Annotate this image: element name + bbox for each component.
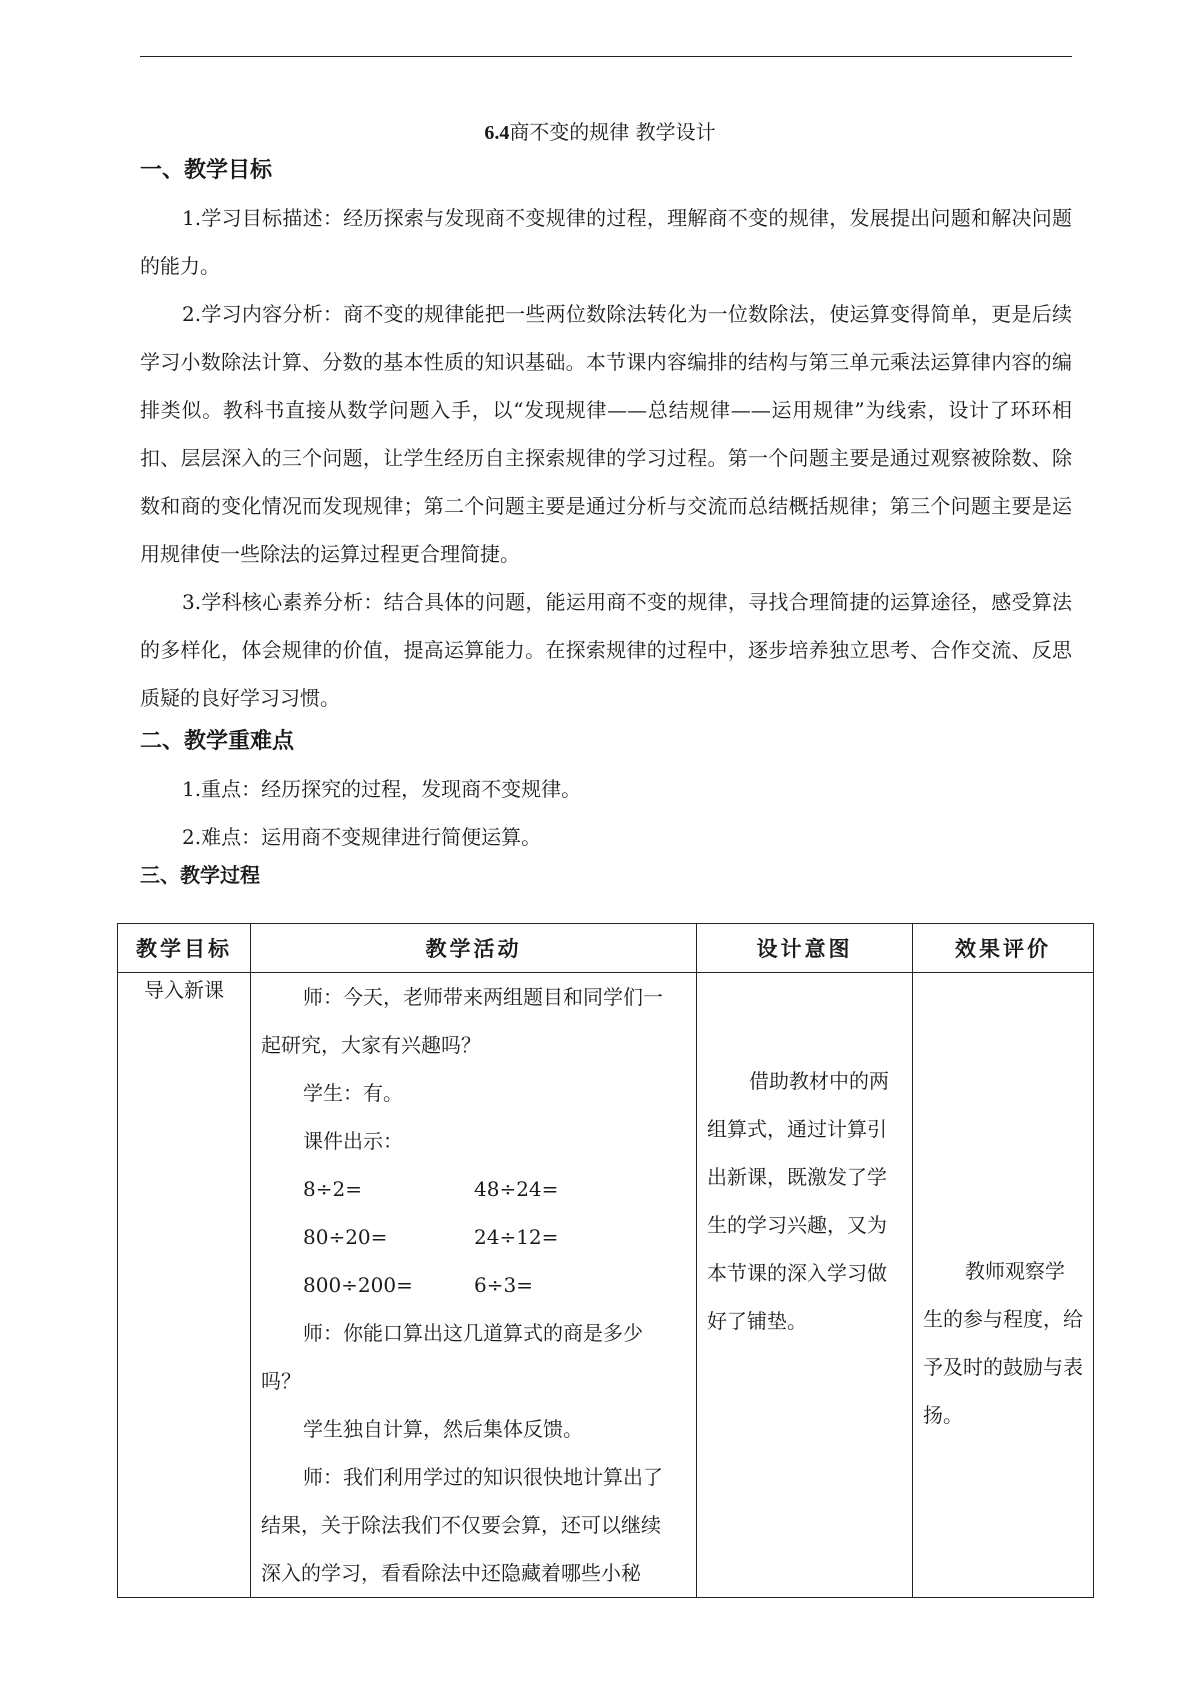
title-text: 商不变的规律 教学设计 xyxy=(509,120,716,144)
cell-evaluation xyxy=(913,973,1094,1598)
calc-expression: 8÷2= xyxy=(303,1177,362,1201)
calc-expression: 6÷3= xyxy=(474,1273,533,1297)
cell-activity xyxy=(251,973,697,1598)
activity-line: 学生独自计算，然后集体反馈。 xyxy=(303,1417,583,1441)
calc-row xyxy=(261,1261,686,1309)
activity-line: 课件出示： xyxy=(303,1129,403,1153)
keypoint-paragraph-2: 2.难点：运用商不变规律进行简便运算。 xyxy=(182,825,542,849)
header-rule xyxy=(140,56,1072,57)
teaching-process-table xyxy=(117,923,1094,1598)
activity-line: 学生：有。 xyxy=(303,1081,403,1105)
objective-paragraph-2: 2.学习内容分析：商不变的规律能把一些两位数除法转化为一位数除法，使运算变得简单，更是后续学习小数除法计算、分数的基本性质的知识基础。本节课内容编排的结构与第三单元乘法运算律内容的编排类似。教科书直接从数学问题入手，以“发现规律——总结规律——运用规律”为线索，设计了环环相扣、层层深入的三个问题，让学生经历自主探索规律的学习过程。第一个问题主要是通过观察被除数、除数和商的变化情况而发现规律；第二个问题主要是通过分析与交流而总结概括规律；第三个问题主要是运用规律使一些除法的运算过程更合理简捷。 xyxy=(140,302,1072,566)
activity-line: 起研究，大家有兴趣吗？ xyxy=(261,1033,481,1057)
keypoint-paragraph-1: 1.重点：经历探究的过程，发现商不变规律。 xyxy=(182,777,582,801)
title-number: 6.4 xyxy=(484,122,510,144)
calc-expression: 48÷24= xyxy=(474,1177,559,1201)
activity-line: 结果，关于除法我们不仅要会算，还可以继续 xyxy=(261,1513,661,1537)
table-row xyxy=(118,973,1094,1598)
evaluation-text: 教师观察学生的参与程度，给予及时的鼓励与表扬。 xyxy=(923,1259,1083,1427)
calc-expression: 80÷20= xyxy=(303,1225,388,1249)
header-intent: 设计意图 xyxy=(697,924,913,973)
objective-paragraph-1: 1.学习目标描述：经历探索与发现商不变规律的过程，理解商不变的规律，发展提出问题和解决问题的能力。 xyxy=(140,206,1072,278)
activity-line: 师：我们利用学过的知识很快地计算出了 xyxy=(303,1465,663,1489)
calc-expression: 24÷12= xyxy=(474,1225,559,1249)
activity-line: 师：今天，老师带来两组题目和同学们一 xyxy=(303,985,663,1009)
header-activity: 教学活动 xyxy=(251,924,697,973)
section-heading-process: 三、教学过程 xyxy=(140,863,260,887)
calc-expression: 800÷200= xyxy=(303,1273,413,1297)
header-goal: 教学目标 xyxy=(118,924,251,973)
section-heading-keypoints: 二、教学重难点 xyxy=(140,729,295,754)
activity-line: 师：你能口算出这几道算式的商是多少 xyxy=(303,1321,643,1345)
calc-row xyxy=(261,1213,686,1261)
activity-line: 深入的学习，看看除法中还隐藏着哪些小秘 xyxy=(261,1561,641,1585)
objective-paragraph-3: 3.学科核心素养分析：结合具体的问题，能运用商不变的规律，寻找合理简捷的运算途径，感受算法的多样化，体会规律的价值，提高运算能力。在探索规律的过程中，逐步培养独立思考、合作交流、反思质疑的良好学习习惯。 xyxy=(140,590,1072,710)
header-evaluation: 效果评价 xyxy=(913,924,1094,973)
cell-goal: 导入新课 xyxy=(118,973,251,1598)
cell-intent xyxy=(697,973,913,1598)
intent-text: 借助教材中的两组算式，通过计算引出新课，既激发了学生的学习兴趣，又为本节课的深入学习做好了铺垫。 xyxy=(707,1069,889,1333)
section-heading-objectives: 一、教学目标 xyxy=(140,158,273,183)
calc-row xyxy=(261,1165,686,1213)
table-header-row xyxy=(118,924,1094,973)
activity-line: 吗？ xyxy=(261,1369,301,1393)
document-title xyxy=(0,117,1200,148)
